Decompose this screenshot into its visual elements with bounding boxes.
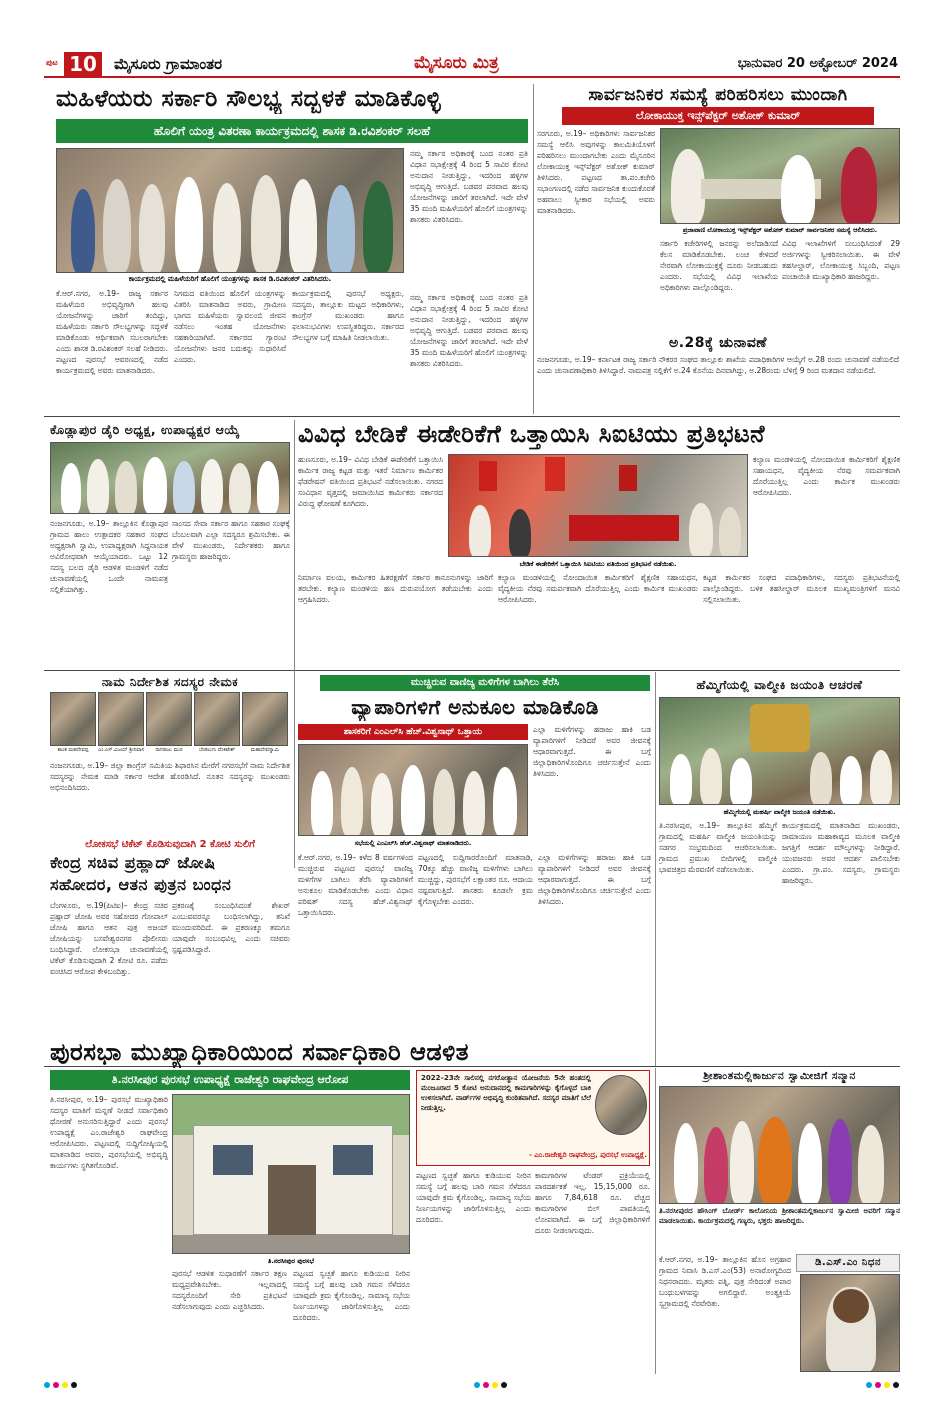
portrait-name: ಬೇಡಲುಗು ವೆಂಕಟೇಶ್ <box>198 747 236 753</box>
portrait-name: ಮಹಾದೇವಸ್ವಾಮಿ <box>250 747 280 753</box>
story12-headline: ಡಿ.ಎಸ್.ಎಂ ನಿಧನ <box>796 1254 900 1272</box>
story8-subhead: ಶಾಸಕರಿಗೆ ಎಂಎಲ್‌ಸಿ ಹೆಚ್.ವಿಶ್ವನಾಥ್ ಒತ್ತಾಯ <box>298 724 528 740</box>
story4-photo <box>50 442 290 514</box>
story2-photo <box>660 128 900 224</box>
story5-photo <box>448 454 748 557</box>
page-label: ಪುಟ <box>46 58 58 67</box>
story5-body: ಹುಣಸೂರು, ಅ.19– ವಿವಿಧ ಬೇಡಿಕೆ ಈಡೇರಿಕೆಗೆ ಒತ್ತಾಯಿಸಿ ಕಾರ್ಮಿಕ ರಾಜ್ಯ ಕಟ್ಟಡ ಮತ್ತು ಇತರೆ ನಿರ್ಮಾಣ ಕಾರ್ಮಿಕರ ಫೆಡರೇಷನ್ ವತಿಯಿಂದ ಪ್ರತಿಭಟನೆ ನಡೆಸಲಾಯಿತು. ನಗರದ ಸಂವಿಧಾನ ವೃತ್ತದಲ್ಲಿ ಜಮಾಯಿಸಿದ ಕಾರ್ಮಿಕರು ಸರ್ಕಾರದ ವಿರುದ್ಧ ಘೋಷಣೆ ಕೂಗಿದರು. <box>298 455 443 508</box>
story10-body: ತಿ.ನರಸೀಪುರ, ಅ.19– ಪುರಸಭೆ ಮುಖ್ಯಾಧಿಕಾರಿ ಸದಸ್ಯರ ಮಾತಿಗೆ ಮನ್ನಣೆ ನೀಡದೆ ಸರ್ವಾಧಿಕಾರಿ ಧೋರಣೆ ಅನುಸರಿಸುತ್ತಿದ್ದಾರೆ ಎಂದು ಪುರಸಭೆ ಉಪಾಧ್ಯಕ್ಷೆ ಎಂ.ರಾಜೇಶ್ವರಿ ರಾಘವೇಂದ್ರ ಆರೋಪಿಸಿದರು. ಪಟ್ಟಣದಲ್ಲಿ ಸುದ್ದಿಗೋಷ್ಠಿಯಲ್ಲಿ ಮಾತನಾಡಿದ ಅವರು, ಪುರಸಭೆಯಲ್ಲಿ ಅಭಿವೃದ್ಧಿ ಕಾರ್ಯಗಳು ಸ್ಥಗಿತಗೊಂಡಿವೆ. <box>50 1095 168 1170</box>
portrait-name: ಎಂ.ಎಸ್.ವಿಜಯ್ ಶ್ರೀನಿವಾಸ <box>98 747 144 753</box>
story8-body3: ಎಲ್ಲಾ ಮಳಿಗೆಗಳನ್ನು ಹರಾಜು ಹಾಕಿ ಬಡ ವ್ಯಾಪಾರಿಗಳಿಗೆ ನೀಡಿದರೆ ಅವರ ಜೀವನಕ್ಕೆ ಆಧಾರವಾಗುತ್ತದೆ. ಈ ಬಗ್ಗೆ ಜಿಲ್ಲಾಧಿಕಾರಿಗಳೊಂದಿಗೂ ಚರ್ಚಿಸುತ್ತೇನೆ ಎಂದು ತಿಳಿಸಿದರು. <box>538 853 651 906</box>
story10-body3: ಕಾಮಗಾರಿಗಳ ಟೆಂಡರ್ ಪ್ರಕ್ರಿಯೆಯಲ್ಲಿ ಪಾರದರ್ಶಕತೆ ಇಲ್ಲ. 15,15,000 ರೂ. ಹಾಗೂ 7,84,618 ರೂ. ವೆಚ್ಚದ ಕಾಮಗಾರಿಗಳ ಬಿಲ್ ಪಾವತಿಯಲ್ಲಿ ಲೋಪವಾಗಿದೆ. ಈ ಬಗ್ಗೆ ಜಿಲ್ಲಾಧಿಕಾರಿಗಳಿಗೆ ದೂರು ನೀಡಲಾಗುವುದು. <box>535 1171 650 1235</box>
portrait-name: ನಾಗರಾಜು ಮುರ <box>155 747 183 753</box>
story8-headline: ವ್ಯಾಪಾರಿಗಳಿಗೆ ಅನುಕೂಲ ಮಾಡಿಕೊಡಿ <box>351 695 599 719</box>
story11-photo <box>659 1086 900 1204</box>
story7-kicker: ಲೋಕಸಭೆ ಟಿಕೆಟ್ ಕೊಡಿಸುವುದಾಗಿ 2 ಕೋಟಿ ಸುಲಿಗೆ <box>85 839 255 850</box>
story6-portraits <box>50 692 290 756</box>
story6-headline: ನಾಮ ನಿರ್ದೇಶಿತ ಸದಸ್ಯರ ನೇಮಕ <box>101 675 239 689</box>
portrait-5 <box>242 692 288 746</box>
column-divider <box>294 420 295 868</box>
story10-quote-box <box>416 1070 650 1166</box>
issue-date: ಭಾನುವಾರ 20 ಅಕ್ಟೋಬರ್ 2024 <box>737 56 898 71</box>
story2-body: ಸರಗೂರು, ಅ.19– ಅಧಿಕಾರಿಗಳು ಸಾರ್ವಜನಿಕರ ಸಮಸ್ಯೆ ಆಲಿಸಿ ಅವುಗಳನ್ನು ಕಾಲಮಿತಿಯೊಳಗೆ ಪರಿಹರಿಸಲು ಮುಂದಾಗಬೇಕು ಎಂದು ಮೈಸೂರಿನ ಲೋಕಾಯುಕ್ತ ಇನ್ಸ್‌ಪೆಕ್ಟರ್ ಅಶೋಕ್ ಕುಮಾರ್ ತಿಳಿಸಿದರು. ಪಟ್ಟಣದ ತಾ.ಪಂ.ಕಚೇರಿ ಸಭಾಂಗಣದಲ್ಲಿ ನಡೆದ ಸಾರ್ವಜನಿಕ ಕುಂದುಕೊರತೆ ಅಹವಾಲು ಸ್ವೀಕಾರ ಸಭೆಯಲ್ಲಿ ಅವರು ಮಾತನಾಡಿದರು. <box>537 129 655 215</box>
column-divider <box>533 84 534 414</box>
story5-body3: ಕಲ್ಯಾಣ ಮಂಡಳಿಯಲ್ಲಿ ನೋಂದಾಯಿತ ಕಾರ್ಮಿಕರಿಗೆ ಶೈಕ್ಷಣಿಕ ಸಹಾಯಧನ, ವೈದ್ಯಕೀಯ ನೆರವು ಸಮರ್ಪಕವಾಗಿ ದೊರೆಯುತ್ತಿಲ್ಲ ಎಂದು ಕಾರ್ಮಿಕ ಮುಖಂಡರು ಆರೋಪಿಸಿದರು. <box>498 573 698 604</box>
story3-body: ನಂಜನಗೂಡು, ಅ.19– ಕರ್ನಾಟಕ ರಾಜ್ಯ ಸರ್ಕಾರಿ ನೌಕರರ ಸಂಘದ ತಾಲ್ಲೂಕು ಶಾಖೆಯ ಪದಾಧಿಕಾರಿಗಳ ಆಯ್ಕೆಗೆ ಅ.28 ರಂದು ಚುನಾವಣೆ ನಡೆಯಲಿದೆ ಎಂದು ಚುನಾವಣಾಧಿಕಾರಿ ತಿಳಿಸಿದ್ದಾರೆ. ನಾಮಪತ್ರ ಸಲ್ಲಿಕೆಗೆ ಅ.24 ಕೊನೆಯ ದಿನವಾಗಿದ್ದು, ಅ.28ರಂದು ಬೆಳಿಗ್ಗೆ 9 ರಿಂದ ಮತದಾನ ನಡೆಯಲಿದೆ. <box>537 355 899 375</box>
story1-photo <box>56 148 404 273</box>
story1-body-mid2: ಕಾರ್ಯಕ್ರಮದಲ್ಲಿ ಪುರಸಭೆ ಅಧ್ಯಕ್ಷರು, ಸದಸ್ಯರು, ತಾಲ್ಲೂಕು ಮಟ್ಟದ ಅಧಿಕಾರಿಗಳು, ಕಾಂಗ್ರೆಸ್ ಮುಖಂಡರು ಹಾಗೂ ಫಲಾನುಭವಿಗಳು ಉಪಸ್ಥಿತರಿದ್ದರು. ಸರ್ಕಾರದ ಸೌಲಭ್ಯಗಳ ಬಗ್ಗೆ ಮಾಹಿತಿ ನೀಡಲಾಯಿತು. <box>292 289 404 342</box>
story10-body2: ಪಟ್ಟಣದ ಸ್ವಚ್ಛತೆ ಹಾಗೂ ಕುಡಿಯುವ ನೀರಿನ ಸಮಸ್ಯೆ ಬಗ್ಗೆ ಹಲವು ಬಾರಿ ಗಮನ ಸೆಳೆದರೂ ಯಾವುದೇ ಕ್ರಮ ಕೈಗೊಂಡಿಲ್ಲ. ಸಾಮಾನ್ಯ ಸಭೆಯ ನಿರ್ಣಯಗಳನ್ನು ಜಾರಿಗೊಳಿಸುತ್ತಿಲ್ಲ ಎಂದು ದೂರಿದರು. <box>416 1171 531 1224</box>
story10-subhead: ತಿ.ನರಸೀಪುರ ಪುರಸಭೆ ಉಪಾಧ್ಯಕ್ಷೆ ರಾಜೇಶ್ವರಿ ರಾಘವೇಂದ್ರ ಆರೋಪ <box>50 1070 410 1090</box>
story2-subhead: ಲೋಕಾಯುಕ್ತ ಇನ್ಸ್‌ಪೆಕ್ಟರ್ ಅಶೋಕ್ ಕುಮಾರ್ <box>562 107 874 125</box>
portrait-4 <box>194 692 240 746</box>
story2-body3: ವಿವಿಧ ಇಲಾಖೆಗಳಿಗೆ ಸಂಬಂಧಿಸಿದಂತೆ 29 ಅರ್ಜಿಗಳನ್ನು ಸ್ವೀಕರಿಸಲಾಯಿತು. ಈ ವೇಳೆ ತಹಸೀಲ್ದಾರ್, ಲೋಕಾಯುಕ್ತ ಸಿಬ್ಬಂದಿ, ಪಟ್ಟಣ ಪಂಚಾಯಿತಿ ಮುಖ್ಯಾಧಿಕಾರಿ ಹಾಜರಿದ್ದರು. <box>782 239 900 281</box>
story7-headline-1: ಕೇಂದ್ರ ಸಚಿವ ಪ್ರಹ್ಲಾದ್ ಜೋಷಿ <box>50 853 216 872</box>
story1-body-right: ನಮ್ಮ ಸರ್ಕಾರ ಅಧಿಕಾರಕ್ಕೆ ಬಂದ ನಂತರ ಪ್ರತಿ ವಿಧಾನ ಸಭಾಕ್ಷೇತ್ರಕ್ಕೆ 4 ರಿಂದ 5 ಸಾವಿರ ಕೋಟಿ ಅನುದಾನ ನೀಡುತ್ತಿದ್ದು, ಇದರಿಂದ ಹಳ್ಳಿಗಳ ಅಭಿವೃದ್ಧಿ ಆಗುತ್ತಿದೆ. ಬಡವರ ಪರವಾದ ಹಲವು ಯೋಜನೆಗಳನ್ನು ಜಾರಿಗೆ ತರಲಾಗಿದೆ. ಇದೇ ವೇಳೆ 35 ಮಂದಿ ಮಹಿಳೆಯರಿಗೆ ಹೊಲಿಗೆ ಯಂತ್ರಗಳನ್ನು ಶಾಸಕರು ವಿತರಿಸಿದರು. <box>410 149 528 224</box>
story11-caption: ತಿ.ನರಸೀಪುರದ ಹೌಸಿಂಗ್ ಬೋರ್ಡ್ ಕಾಲೋನಿಯ ಶ್ರೀಶಾಂತಮಲ್ಲಿಕಾರ್ಜುನ ಸ್ವಾಮೀಜಿ ಅವರಿಗೆ ಸನ್ಮಾನ ಮಾಡಲಾಯಿತು. ಕಾರ್ಯಕ್ರಮದಲ್ಲಿ ಗಣ್ಯರು, ಭಕ್ತರು ಹಾಜರಿದ್ದರು. <box>659 1207 900 1225</box>
story1-body-mid: ನಿಗಮದ ವತಿಯಿಂದ ಹೊಲಿಗೆ ಯಂತ್ರಗಳನ್ನು ವಿತರಿಸಿ ಮಾತನಾಡಿದ ಅವರು, ಗ್ರಾಮೀಣ ಭಾಗದ ಮಹಿಳೆಯರು ಸ್ವಾವಲಂಬಿ ಜೀವನ ನಡೆಸಲು ಇಂತಹ ಯೋಜನೆಗಳು ಸಹಕಾರಿಯಾಗಿವೆ. ಸರ್ಕಾರದ ಗ್ಯಾರಂಟಿ ಯೋಜನೆಗಳು ಜನರ ಬದುಕನ್ನು ಸುಧಾರಿಸಿವೆ ಎಂದರು. <box>174 289 286 364</box>
story4-body2: ಸಾಂಸದ ಸೇವಾ ಸರ್ಕಾರ ಹಾಗೂ ಸಹಕಾರ ಸಂಘಕ್ಕೆ ಬೆಂಬಲವಾಗಿ ಎಲ್ಲಾ ಸದಸ್ಯರೂ ಶ್ರಮಿಸಬೇಕು. ಈ ವೇಳೆ ಮುಖಂಡರು, ನಿರ್ದೇಶಕರು ಹಾಗೂ ಗ್ರಾಮಸ್ಥರು ಹಾಜರಿದ್ದರು. <box>172 519 290 561</box>
column-divider <box>655 672 656 1066</box>
story5-headline: ವಿವಿಧ ಬೇಡಿಕೆ ಈಡೇರಿಕೆಗೆ ಒತ್ತಾಯಿಸಿ ಸಿಐಟಿಯು ಪ್ರತಿಭಟನೆ <box>298 420 765 448</box>
story2-body2: ಸರ್ಕಾರಿ ಕಚೇರಿಗಳಲ್ಲಿ ಜನರನ್ನು ಅಲೆದಾಡಿಸದೆ ಕೆಲಸ ಮಾಡಿಕೊಡಬೇಕು. ಲಂಚ ಕೇಳಿದರೆ ನೇರವಾಗಿ ಲೋಕಾಯುಕ್ತಕ್ಕೆ ದೂರು ನೀಡಬಹುದು ಎಂದರು. ಸಭೆಯಲ್ಲಿ ವಿವಿಧ ಇಲಾಖೆಯ ಅಧಿಕಾರಿಗಳು ಪಾಲ್ಗೊಂಡಿದ್ದರು. <box>660 239 778 292</box>
page-number: 10 <box>64 52 102 76</box>
story10-headline: ಪುರಸಭಾ ಮುಖ್ಯಾಧಿಕಾರಿಯಿಂದ ಸರ್ವಾಧಿಕಾರಿ ಆಡಳಿತ <box>50 1038 469 1066</box>
story9-photo <box>659 697 900 805</box>
story9-caption: ಹೆಮ್ಮಿಗೆಯಲ್ಲಿ ಮಹರ್ಷಿ ವಾಲ್ಮೀಕಿ ಜಯಂತಿ ನಡೆಯಿತು. <box>723 808 836 816</box>
story9-body: ತಿ.ನರಸೀಪುರ, ಅ.19– ತಾಲ್ಲೂಕಿನ ಹೆಮ್ಮಿಗೆ ಗ್ರಾಮದಲ್ಲಿ ಮಹರ್ಷಿ ವಾಲ್ಮೀಕಿ ಜಯಂತಿಯನ್ನು ಸಡಗರ ಸಂಭ್ರಮದಿಂದ ಆಚರಿಸಲಾಯಿತು. ಗ್ರಾಮದ ಪ್ರಮುಖ ಬೀದಿಗಳಲ್ಲಿ ವಾಲ್ಮೀಕಿ ಭಾವಚಿತ್ರದ ಮೆರವಣಿಗೆ ನಡೆಸಲಾಯಿತು. <box>659 821 777 874</box>
story1-subhead: ಹೊಲಿಗೆ ಯಂತ್ರ ವಿತರಣಾ ಕಾರ್ಯಕ್ರಮದಲ್ಲಿ ಶಾಸಕ ಡಿ.ರವಿಶಂಕರ್ ಸಲಹೆ <box>56 119 528 143</box>
paper-name: ಮೈಸೂರು ಮಿತ್ರ <box>414 53 499 73</box>
story1-headline: ಮಹಿಳೆಯರು ಸರ್ಕಾರಿ ಸೌಲಭ್ಯ ಸದ್ಬಳಕೆ ಮಾಡಿಕೊಳ್ಳಿ <box>56 86 442 112</box>
story8-body: ಕೆ.ಆರ್.ನಗರ, ಅ.19– ಕಳೆದ 8 ವರ್ಷಗಳಿಂದ ಮುಚ್ಚಿರುವ ಪಟ್ಟಣದ ಪುರಸಭೆ ವಾಣಿಜ್ಯ ಮಳಿಗೆಗಳ ಬಾಗಿಲು ತೆರೆಸಿ ವ್ಯಾಪಾರಿಗಳಿಗೆ ಅನುಕೂಲ ಮಾಡಿಕೊಡಬೇಕು ಎಂದು ವಿಧಾನ ಪರಿಷತ್ ಸದಸ್ಯ ಹೆಚ್.ವಿಶ್ವನಾಥ್ ಒತ್ತಾಯಿಸಿದರು. <box>298 853 413 917</box>
story1-body-left: ಕೆ.ಆರ್.ನಗರ, ಅ.19– ರಾಜ್ಯ ಸರ್ಕಾರ ಮಹಿಳೆಯರ ಅಭಿವೃದ್ಧಿಗಾಗಿ ಹಲವು ಯೋಜನೆಗಳನ್ನು ಜಾರಿಗೆ ತಂದಿದ್ದು, ಮಹಿಳೆಯರು ಸರ್ಕಾರಿ ಸೌಲಭ್ಯಗಳನ್ನು ಸದ್ಬಳಕೆ ಮಾಡಿಕೊಂಡು ಆರ್ಥಿಕವಾಗಿ ಸಬಲರಾಗಬೇಕು ಎಂದು ಶಾಸಕ ಡಿ.ರವಿಶಂಕರ್ ಸಲಹೆ ನೀಡಿದರು. ಪಟ್ಟಣದ ಪುರಸಭೆ ಆವರಣದಲ್ಲಿ ನಡೆದ ಕಾರ್ಯಕ್ರಮದಲ್ಲಿ ಅವರು ಮಾತನಾಡಿದರು. <box>56 289 168 375</box>
story8-caption: ಸಭೆಯಲ್ಲಿ ಎಂಎಲ್‌ಸಿ ಹೆಚ್.ವಿಶ್ವನಾಥ್ ಮಾತನಾಡಿದರು. <box>354 839 472 847</box>
story9-headline: ಹೆಮ್ಮಿಗೆಯಲ್ಲಿ ವಾಲ್ಮೀಕಿ ಜಯಂತಿ ಆಚರಣೆ <box>696 678 863 692</box>
story7-body2: ಪ್ರಕರಣಕ್ಕೆ ಸಂಬಂಧಿಸಿದಂತೆ ಶೇಖರ್ ಎಂಬುವವರನ್ನೂ ಬಂಧಿಸಲಾಗಿದ್ದು, ತನಿಖೆ ಮುಂದುವರಿದಿದೆ. ಈ ಪ್ರಕರಣಕ್ಕೂ ತಮಗೂ ಯಾವುದೇ ಸಂಬಂಧವಿಲ್ಲ ಎಂದು ಸಚಿವರು ಸ್ಪಷ್ಟಪಡಿಸಿದ್ದಾರೆ. <box>172 901 290 954</box>
story9-body2: ಕಾರ್ಯಕ್ರಮದಲ್ಲಿ ಮಾತನಾಡಿದ ಮುಖಂಡರು, ರಾಮಾಯಣ ಮಹಾಕಾವ್ಯದ ಮೂಲಕ ವಾಲ್ಮೀಕಿ ಜಗತ್ತಿಗೆ ಆದರ್ಶ ಮೌಲ್ಯಗಳನ್ನು ನೀಡಿದ್ದಾರೆ. ಯುವಜನರು ಅವರ ಆದರ್ಶ ಪಾಲಿಸಬೇಕು ಎಂದರು. ಗ್ರಾ.ಪಂ. ಸದಸ್ಯರು, ಗ್ರಾಮಸ್ಥರು ಹಾಜರಿದ್ದರು. <box>782 821 900 885</box>
section-title: ಮೈಸೂರು ಗ್ರಾಮಾಂತರ <box>114 55 223 73</box>
story5-body-right: ಕಲ್ಯಾಣ ಮಂಡಳಿಯಲ್ಲಿ ನೋಂದಾಯಿತ ಕಾರ್ಮಿಕರಿಗೆ ಶೈಕ್ಷಣಿಕ ಸಹಾಯಧನ, ವೈದ್ಯಕೀಯ ನೆರವು ಸಮರ್ಪಕವಾಗಿ ದೊರೆಯುತ್ತಿಲ್ಲ ಎಂದು ಕಾರ್ಮಿಕ ಮುಖಂಡರು ಆರೋಪಿಸಿದರು. <box>753 455 900 497</box>
quote-portrait <box>595 1075 647 1135</box>
portrait-3 <box>146 692 192 746</box>
registration-marks <box>44 1382 900 1390</box>
portrait-name: ಶಾಂತ ಮಹದೇವಪ್ಪ <box>57 747 89 753</box>
portrait-1 <box>50 692 96 746</box>
story6-body: ನಂಜನಗೂಡು, ಅ.19– ಜಿಲ್ಲಾ ಕಾಂಗ್ರೆಸ್ ಸಮಿತಿಯ ಶಿಫಾರಸಿನ ಮೇರೆಗೆ ನಗರಸಭೆಗೆ ನಾಮ ನಿರ್ದೇಶಿತ ಸದಸ್ಯರನ್ನು ನೇಮಕ ಮಾಡಿ ಸರ್ಕಾರ ಆದೇಶ ಹೊರಡಿಸಿದೆ. ನೂತನ ಸದಸ್ಯರನ್ನು ಮುಖಂಡರು ಅಭಿನಂದಿಸಿದರು. <box>50 761 290 792</box>
story5-body2: ನಿರ್ಮಾಣ ವಲಯ, ಕಾರ್ಮಿಕರ ಹಿತರಕ್ಷಣೆಗೆ ಸರ್ಕಾರ ಕಾನೂನುಗಳನ್ನು ಜಾರಿಗೆ ತರಬೇಕು. ಕಲ್ಯಾಣ ಮಂಡಳಿಯ ಹಣ ದುರುಪಯೋಗ ತಡೆಯಬೇಕು ಎಂದು ಆಗ್ರಹಿಸಿದರು. <box>298 573 493 604</box>
column-divider <box>655 1068 656 1374</box>
story11-headline: ಶ್ರೀಶಾಂತಮಲ್ಲಿಕಾರ್ಜುನ ಸ್ವಾಮೀಜಿಗೆ ಸನ್ಮಾನ <box>703 1070 856 1082</box>
story2-caption: ಪ್ರಜಾವಾಣಿ ಲೋಕಾಯುಕ್ತ ಇನ್ಸ್‌ಪೆಕ್ಟರ್ ಅಶೋಕ್ ಕುಮಾರ್ ಸಾರ್ವಜನಿಕರ ಸಮಸ್ಯೆ ಆಲಿಸಿದರು. <box>682 226 878 234</box>
story10-quote: 2022–23ನೇ ಸಾಲಿನಲ್ಲಿ ನಗರೋತ್ಥಾನ ಯೋಜನೆಯ 5ನೇ ಹಂತದಲ್ಲಿ ಮಂಜೂರಾದ 5 ಕೋಟಿ ಅನುದಾನದಲ್ಲಿ ಕಾಮಗಾರಿಗಳನ್ನು ಕೈಗೊಳ್ಳದೆ ಬಾಕಿ ಉಳಿಸಲಾಗಿದೆ. ವಾರ್ಡ್‌ಗಳ ಅಭಿವೃದ್ಧಿ ಕುಂಠಿತವಾಗಿದೆ. ಸದಸ್ಯರ ಮಾತಿಗೆ ಬೆಲೆ ನೀಡುತ್ತಿಲ್ಲ. <box>421 1074 591 1112</box>
story8-photo <box>298 744 528 836</box>
story5-body4: ಕಟ್ಟಡ ಕಾರ್ಮಿಕರ ಸಂಘದ ಪದಾಧಿಕಾರಿಗಳು, ಸದಸ್ಯರು ಪ್ರತಿಭಟನೆಯಲ್ಲಿ ಪಾಲ್ಗೊಂಡಿದ್ದರು. ಬಳಿಕ ತಹಸೀಲ್ದಾರ್ ಮೂಲಕ ಮುಖ್ಯಮಂತ್ರಿಗಳಿಗೆ ಮನವಿ ಸಲ್ಲಿಸಲಾಯಿತು. <box>703 573 900 604</box>
section-divider <box>44 670 900 671</box>
story10-body5: ಪಟ್ಟಣದ ಸ್ವಚ್ಛತೆ ಹಾಗೂ ಕುಡಿಯುವ ನೀರಿನ ಸಮಸ್ಯೆ ಬಗ್ಗೆ ಹಲವು ಬಾರಿ ಗಮನ ಸೆಳೆದರೂ ಯಾವುದೇ ಕ್ರಮ ಕೈಗೊಂಡಿಲ್ಲ. ಸಾಮಾನ್ಯ ಸಭೆಯ ನಿರ್ಣಯಗಳನ್ನು ಜಾರಿಗೊಳಿಸುತ್ತಿಲ್ಲ ಎಂದು ದೂರಿದರು. <box>293 1269 410 1322</box>
story4-body: ನಂಜನಗೂಡು, ಅ.19– ತಾಲ್ಲೂಕಿನ ಕೊಡ್ಲಾಪುರ ಗ್ರಾಮದ ಹಾಲು ಉತ್ಪಾದಕರ ಸಹಕಾರ ಸಂಘದ ಅಧ್ಯಕ್ಷರಾಗಿ ಸ್ವಾಮಿ, ಉಪಾಧ್ಯಕ್ಷರಾಗಿ ಸಿದ್ದನಾಯಕ ಅವಿರೋಧವಾಗಿ ಆಯ್ಕೆಯಾದರು. ಒಟ್ಟು 12 ಸದಸ್ಯ ಬಲದ ಡೈರಿ ಆಡಳಿತ ಮಂಡಳಿಗೆ ನಡೆದ ಚುನಾವಣೆಯಲ್ಲಿ ಒಂದೇ ನಾಮಪತ್ರ ಸಲ್ಲಿಕೆಯಾಗಿತ್ತು. <box>50 519 168 594</box>
story5-caption: ಬೇಡಿಕೆ ಈಡೇರಿಕೆಗೆ ಒತ್ತಾಯಿಸಿ ಸಿಐಟಿಯು ವತಿಯಿಂದ ಪ್ರತಿಭಟನೆ ನಡೆಯಿತು. <box>519 560 677 568</box>
story12-body: ಕೆ.ಆರ್.ನಗರ, ಅ.19– ತಾಲ್ಲೂಕಿನ ಹೊಸ ಅಗ್ರಹಾರ ಗ್ರಾಮದ ನಿವಾಸಿ ಡಿ.ಎಸ್.ಎಂ(53) ಅನಾರೋಗ್ಯದಿಂದ ನಿಧನರಾದರು. ಮೃತರು ಪತ್ನಿ, ಪುತ್ರ ಸೇರಿದಂತೆ ಅಪಾರ ಬಂಧುಬಳಗವನ್ನು ಅಗಲಿದ್ದಾರೆ. ಅಂತ್ಯಕ್ರಿಯೆ ಸ್ವಗ್ರಾಮದಲ್ಲಿ ನೆರವೇರಿತು. <box>659 1255 791 1308</box>
story2-headline: ಸಾರ್ವಜನಿಕರ ಸಮಸ್ಯೆ ಪರಿಹರಿಸಲು ಮುಂದಾಗಿ <box>588 85 848 105</box>
story3-headline: ಅ.28ಕ್ಕೆ ಚುನಾವಣೆ <box>668 335 767 351</box>
story7-body: ಬೆಂಗಳೂರು, ಅ.19(ಪಿಟಿಐ)– ಕೇಂದ್ರ ಸಚಿವ ಪ್ರಹ್ಲಾದ್ ಜೋಷಿ ಅವರ ಸಹೋದರ ಗೋಪಾಲ್ ಜೋಷಿ ಹಾಗೂ ಆತನ ಪುತ್ರ ಅಜಯ್ ಜೋಷಿಯನ್ನು ಬಸವೇಶ್ವರನಗರ ಪೊಲೀಸರು ಬಂಧಿಸಿದ್ದಾರೆ. ಲೋಕಸಭಾ ಚುನಾವಣೆಯಲ್ಲಿ ಟಿಕೆಟ್ ಕೊಡಿಸುವುದಾಗಿ 2 ಕೋಟಿ ರೂ. ಪಡೆದು ವಂಚಿಸಿದ ಆರೋಪ ಕೇಳಿಬಂದಿತ್ತು. <box>50 901 168 976</box>
story1-body-right2: ನಮ್ಮ ಸರ್ಕಾರ ಅಧಿಕಾರಕ್ಕೆ ಬಂದ ನಂತರ ಪ್ರತಿ ವಿಧಾನ ಸಭಾಕ್ಷೇತ್ರಕ್ಕೆ 4 ರಿಂದ 5 ಸಾವಿರ ಕೋಟಿ ಅನುದಾನ ನೀಡುತ್ತಿದ್ದು, ಇದರಿಂದ ಹಳ್ಳಿಗಳ ಅಭಿವೃದ್ಧಿ ಆಗುತ್ತಿದೆ. ಬಡವರ ಪರವಾದ ಹಲವು ಯೋಜನೆಗಳನ್ನು ಜಾರಿಗೆ ತರಲಾಗಿದೆ. ಇದೇ ವೇಳೆ 35 ಮಂದಿ ಮಹಿಳೆಯರಿಗೆ ಹೊಲಿಗೆ ಯಂತ್ರಗಳನ್ನು ಶಾಸಕರು ವಿತರಿಸಿದರು. <box>410 293 528 368</box>
story10-caption: ತಿ.ನರಸೀಪುರ ಪುರಸಭೆ <box>267 1257 315 1265</box>
story8-kicker: ಮುಚ್ಚಿರುವ ವಾಣಿಜ್ಯ ಮಳಿಗೆಗಳ ಬಾಗಿಲು ತೆರೆಸಿ <box>320 675 650 691</box>
story10-quote-by: - ಎಂ.ರಾಜೇಶ್ವರಿ ರಾಘವೇಂದ್ರ, ಪುರಸಭೆ ಉಪಾಧ್ಯಕ್ಷೆ. <box>529 1151 647 1159</box>
story7-headline-2: ಸಹೋದರ, ಆತನ ಪುತ್ರನ ಬಂಧನ <box>50 875 232 894</box>
story8-body-right: ಎಲ್ಲಾ ಮಳಿಗೆಗಳನ್ನು ಹರಾಜು ಹಾಕಿ ಬಡ ವ್ಯಾಪಾರಿಗಳಿಗೆ ನೀಡಿದರೆ ಅವರ ಜೀವನಕ್ಕೆ ಆಧಾರವಾಗುತ್ತದೆ. ಈ ಬಗ್ಗೆ ಜಿಲ್ಲಾಧಿಕಾರಿಗಳೊಂದಿಗೂ ಚರ್ಚಿಸುತ್ತೇನೆ ಎಂದು ತಿಳಿಸಿದರು. <box>533 725 651 778</box>
story10-photo <box>172 1094 410 1254</box>
story1-caption: ಕಾರ್ಯಕ್ರಮದಲ್ಲಿ ಮಹಿಳೆಯರಿಗೆ ಹೊಲಿಗೆ ಯಂತ್ರಗಳನ್ನು ಶಾಸಕ ಡಿ.ರವಿಶಂಕರ್ ವಿತರಿಸಿದರು. <box>128 275 332 283</box>
masthead <box>44 52 900 78</box>
portrait-2 <box>98 692 144 746</box>
story10-body4: ಪುರಸಭೆ ಆಡಳಿತ ಸುಧಾರಣೆಗೆ ಸರ್ಕಾರ ತಕ್ಷಣ ಮಧ್ಯಪ್ರವೇಶಿಸಬೇಕು. ಇಲ್ಲವಾದಲ್ಲಿ ಸದಸ್ಯರೊಂದಿಗೆ ಸೇರಿ ಪ್ರತಿಭಟನೆ ನಡೆಸಲಾಗುವುದು ಎಂದು ಎಚ್ಚರಿಸಿದರು. <box>172 1269 287 1311</box>
story4-headline: ಕೊಡ್ಲಾಪುರ ಡೈರಿ ಅಧ್ಯಕ್ಷ, ಉಪಾಧ್ಯಕ್ಷರ ಆಯ್ಕೆ <box>50 422 240 437</box>
story12-portrait <box>800 1274 900 1372</box>
story8-body2: ಪಟ್ಟಣದಲ್ಲಿ ಸುದ್ದಿಗಾರರೊಂದಿಗೆ ಮಾತನಾಡಿ, 70ಕ್ಕೂ ಹೆಚ್ಚು ವಾಣಿಜ್ಯ ಮಳಿಗೆಗಳು ಬಾಗಿಲು ಮುಚ್ಚಿದ್ದು, ಪುರಸಭೆಗೆ ಲಕ್ಷಾಂತರ ರೂ. ಆದಾಯ ನಷ್ಟವಾಗುತ್ತಿದೆ. ಶಾಸಕರು ಕೂಡಲೇ ಕ್ರಮ ಕೈಗೊಳ್ಳಬೇಕು ಎಂದರು. <box>418 853 533 906</box>
